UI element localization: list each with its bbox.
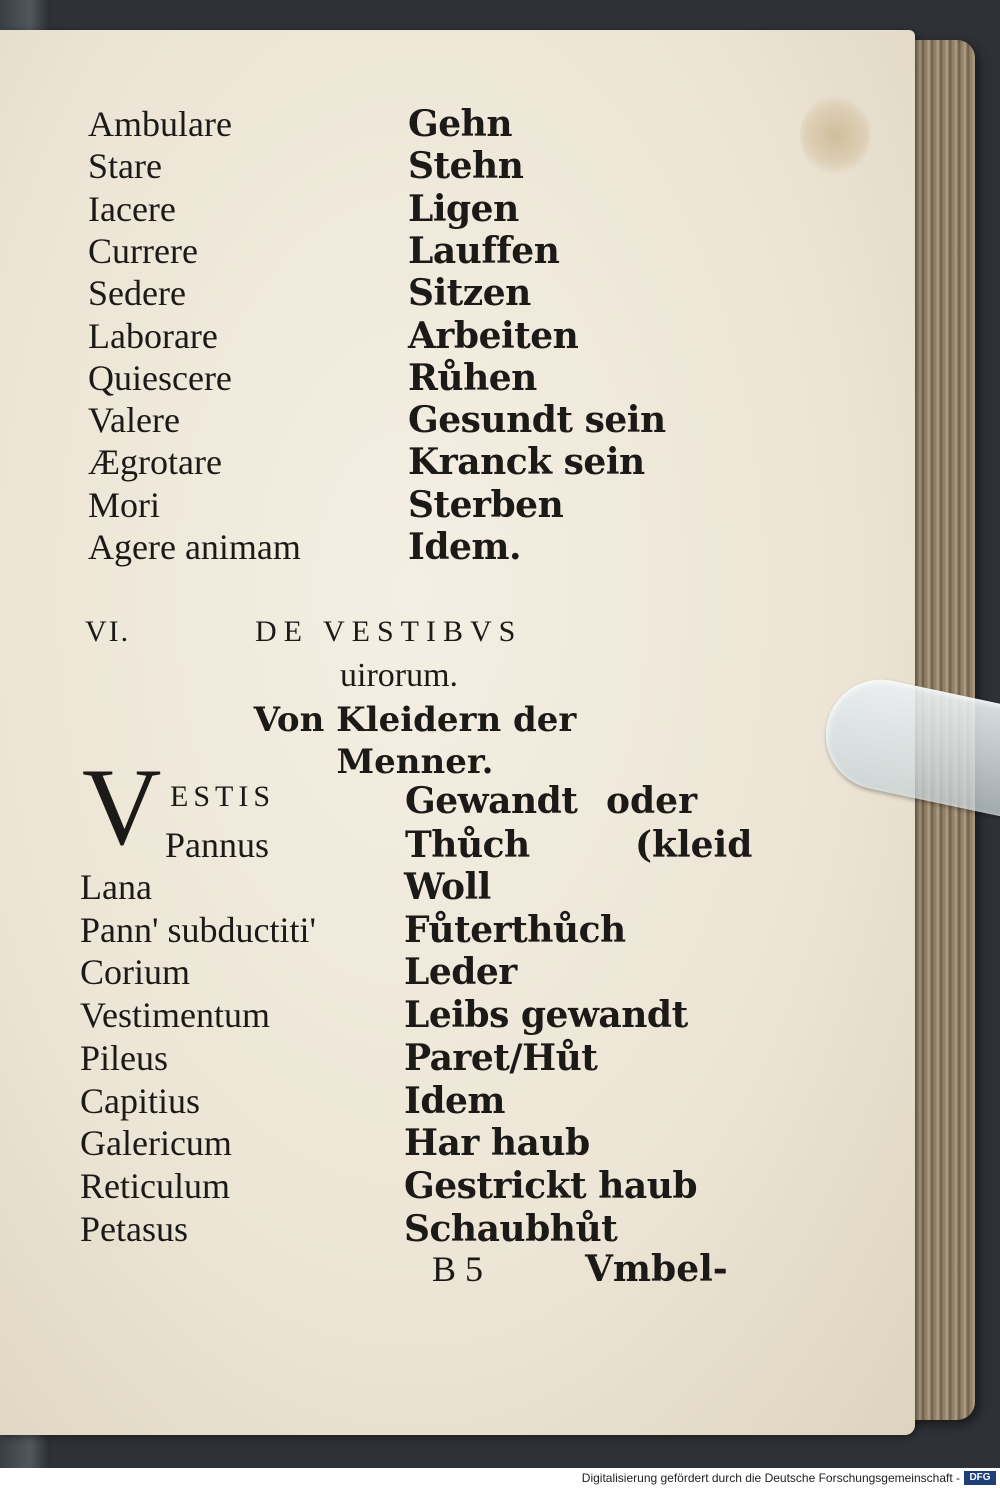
latin-term: Iacere <box>88 188 176 229</box>
vocab-row <box>88 315 788 359</box>
latin-term: Vestimentum <box>80 995 270 1036</box>
vocab-row <box>88 484 788 528</box>
page-stain <box>800 95 870 175</box>
vocab-row <box>88 441 788 485</box>
latin-term: Laborare <box>88 315 218 356</box>
german-term: Sterben <box>408 483 564 526</box>
german-term: Gestrickt haub <box>404 1164 698 1207</box>
latin-term: Galericum <box>80 1123 232 1164</box>
german-term: Har haub <box>404 1122 590 1165</box>
latin-term: Valere <box>88 400 180 441</box>
vocab-row <box>80 994 780 1038</box>
latin-term: Ambulare <box>88 104 232 144</box>
german-term: Gesundt sein <box>408 399 666 442</box>
german-term: Arbeiten <box>408 314 579 357</box>
latin-term: Agere animam <box>88 527 301 567</box>
latin-term: Currere <box>88 230 198 271</box>
latin-term: Lana <box>80 867 152 907</box>
latin-term: Mori <box>88 484 160 525</box>
chapter-title: DE VESTIBVS <box>255 615 523 648</box>
vocab-row <box>80 1165 780 1209</box>
latin-term: Reticulum <box>80 1165 230 1206</box>
german-term: Leibs gewandt <box>404 994 688 1037</box>
latin-term: Pileus <box>80 1037 169 1078</box>
vocab-row <box>88 103 788 147</box>
german-term: Sitzen <box>408 272 531 315</box>
vocab-row <box>80 909 780 953</box>
vocab-row <box>80 951 780 995</box>
chapter-german-title-line2: Menner. <box>336 742 494 782</box>
latin-term: Sedere <box>88 273 186 314</box>
dfg-logo-icon: DFG <box>964 1471 996 1485</box>
vocab-row <box>88 399 788 443</box>
kleid-word: (kleid <box>635 824 753 866</box>
latin-term: Quiescere <box>88 357 232 398</box>
vestis-german: Gewandt <box>405 780 578 822</box>
latin-term: Ægrotare <box>88 442 222 483</box>
latin-term: Capitius <box>80 1080 201 1121</box>
german-term: Stehn <box>408 145 524 188</box>
catchword: Vmbel- <box>585 1248 728 1290</box>
german-term: Idem <box>404 1079 506 1122</box>
chapter-subtitle: uirorum. <box>340 657 459 694</box>
german-term: Růhen <box>408 356 537 399</box>
pannus-german: Thůch <box>405 824 530 866</box>
vestis-latin: ESTIS <box>170 780 276 813</box>
latin-term: Pann' subductiti' <box>80 909 316 950</box>
vocab-row <box>88 357 788 401</box>
signature-mark: B 5 <box>432 1249 484 1289</box>
vestis-oder: oder <box>606 780 698 822</box>
vocab-row <box>80 1037 780 1081</box>
german-term: Fůterthůch <box>404 908 626 951</box>
latin-term: Petasus <box>80 1208 188 1249</box>
latin-term: Stare <box>88 146 162 187</box>
german-term: Kranck sein <box>408 441 645 484</box>
german-term: Lauffen <box>408 229 560 272</box>
vocab-row <box>80 866 780 910</box>
vocab-row <box>88 188 788 232</box>
german-term: Schaubhůt <box>404 1207 618 1250</box>
vocab-row <box>88 272 788 316</box>
footer-credit: Digitalisierung gefördert durch die Deutsche Forschungsgemeinschaft - <box>581 1471 960 1485</box>
german-term: Ligen <box>408 187 519 230</box>
german-term: Woll <box>404 866 491 908</box>
pannus-latin: Pannus <box>165 825 270 865</box>
german-term: Leder <box>404 951 517 994</box>
german-term: Idem. <box>408 526 522 568</box>
vocab-row <box>88 526 788 570</box>
german-term: Gehn <box>408 103 512 145</box>
chapter-german-title-line1: Von Kleidern der <box>253 700 577 740</box>
chapter-number: VI. <box>85 615 131 648</box>
footer-bar <box>0 1468 1000 1489</box>
vocab-row <box>80 1122 780 1166</box>
drop-cap-initial: V <box>82 746 162 868</box>
german-term: Paret/Hůt <box>404 1036 598 1079</box>
vocab-row <box>88 230 788 274</box>
vocab-row <box>80 1080 780 1124</box>
vocab-row <box>88 145 788 189</box>
vocab-row <box>80 1208 780 1252</box>
latin-term: Corium <box>80 952 191 993</box>
